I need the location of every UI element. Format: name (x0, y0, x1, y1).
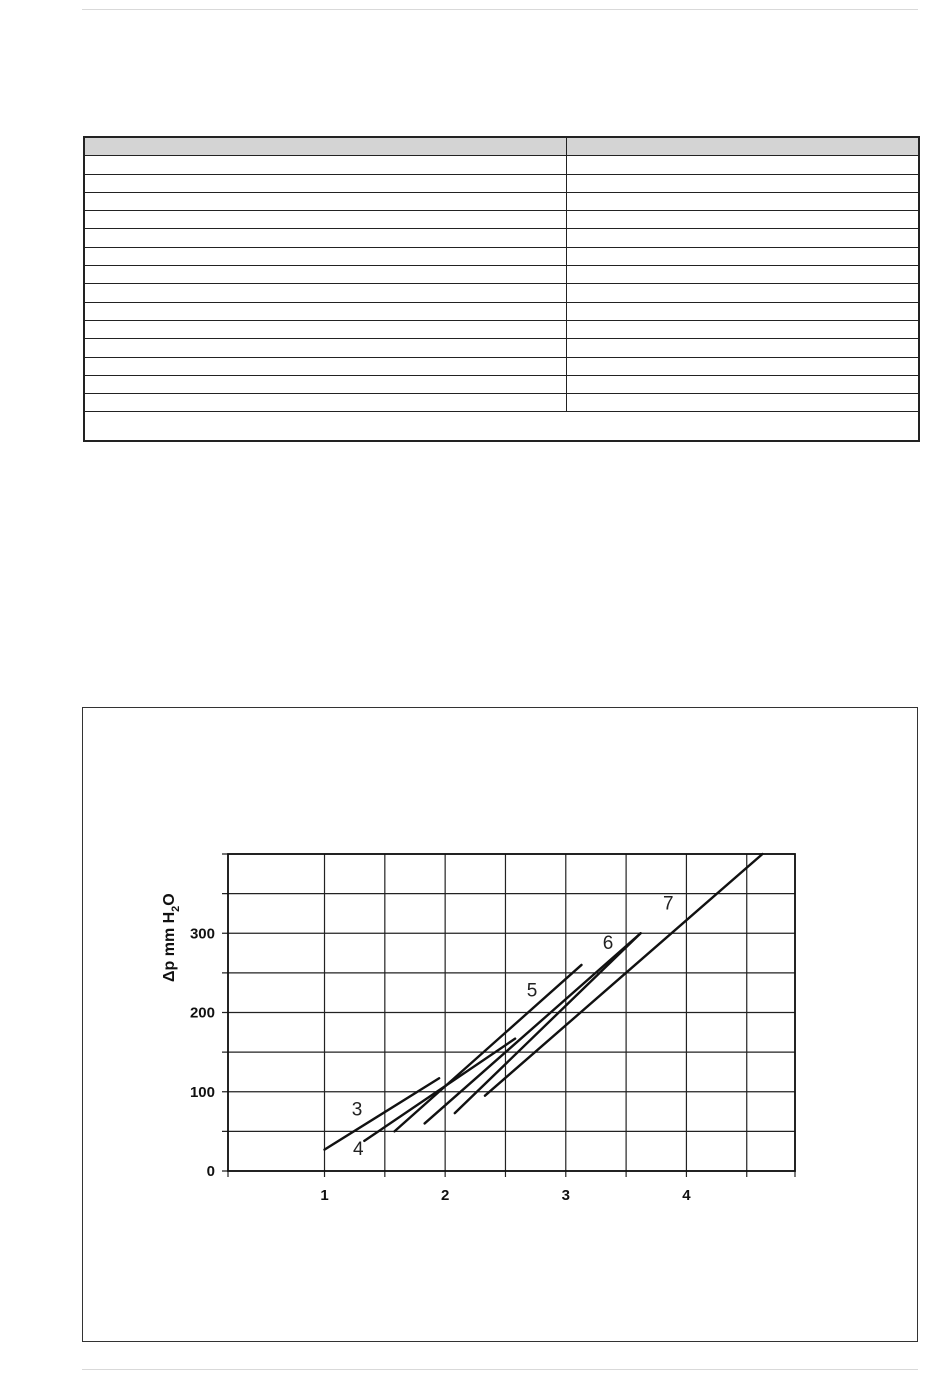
table-row (85, 394, 918, 412)
table-cell (567, 284, 918, 301)
table-row (85, 248, 918, 266)
table-cell (85, 394, 567, 411)
table-cell (85, 321, 567, 338)
table-row (85, 266, 918, 284)
table-cell (567, 193, 918, 210)
table-cell (567, 303, 918, 320)
table-row (85, 303, 918, 321)
table-cell (85, 248, 567, 265)
x-tick-label: 1 (320, 1187, 329, 1204)
table-cell (567, 339, 918, 356)
table-cell (85, 376, 567, 393)
table-header-cell (567, 138, 918, 155)
table-row (85, 339, 918, 357)
curve-line-3 (325, 1078, 440, 1149)
table-cell (567, 321, 918, 338)
table-cell (85, 175, 567, 192)
x-tick-label: 3 (561, 1187, 570, 1204)
curve-label-5: 5 (526, 980, 538, 1002)
table-cell (567, 156, 918, 173)
table-row (85, 321, 918, 339)
table-row (85, 376, 918, 394)
table-cell (567, 394, 918, 411)
table-cell (567, 229, 918, 246)
table-cell (567, 266, 918, 283)
table-row (85, 284, 918, 302)
top-rule (82, 9, 918, 10)
pressure-drop-chart (83, 708, 919, 1343)
x-tick-label: 4 (682, 1187, 691, 1204)
table-row (85, 211, 918, 229)
table-row (85, 358, 918, 376)
table-cell (85, 284, 567, 301)
y-axis-title: Δp mm $H_2O$ (161, 893, 182, 982)
curve-line-5 (394, 965, 581, 1131)
table-cell (567, 175, 918, 192)
table-cell (567, 211, 918, 228)
table-cell (85, 229, 567, 246)
table-row (85, 175, 918, 193)
table-cell (85, 339, 567, 356)
y-tick-label: 0 (206, 1163, 215, 1180)
y-tick-label: 200 (189, 1004, 215, 1022)
table-row (85, 156, 918, 174)
y-tick-label: 300 (189, 925, 215, 943)
bottom-rule (82, 1369, 918, 1370)
table-cell (85, 303, 567, 320)
table-cell (567, 376, 918, 393)
table-cell (85, 211, 567, 228)
table-cell (85, 156, 567, 173)
pressure-drop-figure (82, 707, 918, 1342)
table-footer (85, 412, 918, 440)
table-cell (567, 358, 918, 375)
curve-label-4: 4 (353, 1139, 364, 1161)
x-tick-label: 2 (440, 1187, 450, 1204)
curve-label-7: 7 (663, 893, 674, 915)
table-cell (85, 358, 567, 375)
table-row (85, 193, 918, 211)
curve-line-7 (485, 854, 762, 1096)
table-cell (85, 193, 567, 210)
specification-table (83, 136, 920, 442)
chart-series (325, 854, 763, 1150)
curve-label-6: 6 (602, 933, 614, 955)
y-tick-label: 100 (189, 1083, 215, 1101)
table-header-cell (85, 138, 567, 155)
curve-line-6a (425, 933, 641, 1123)
curve-line-6 (455, 933, 641, 1113)
table-cell (85, 266, 567, 283)
curve-label-3: 3 (351, 1099, 363, 1121)
table-cell (567, 248, 918, 265)
chart-labels (190, 893, 691, 1204)
table-header-row (85, 138, 918, 156)
table-row (85, 229, 918, 247)
chart-grid (222, 854, 795, 1177)
